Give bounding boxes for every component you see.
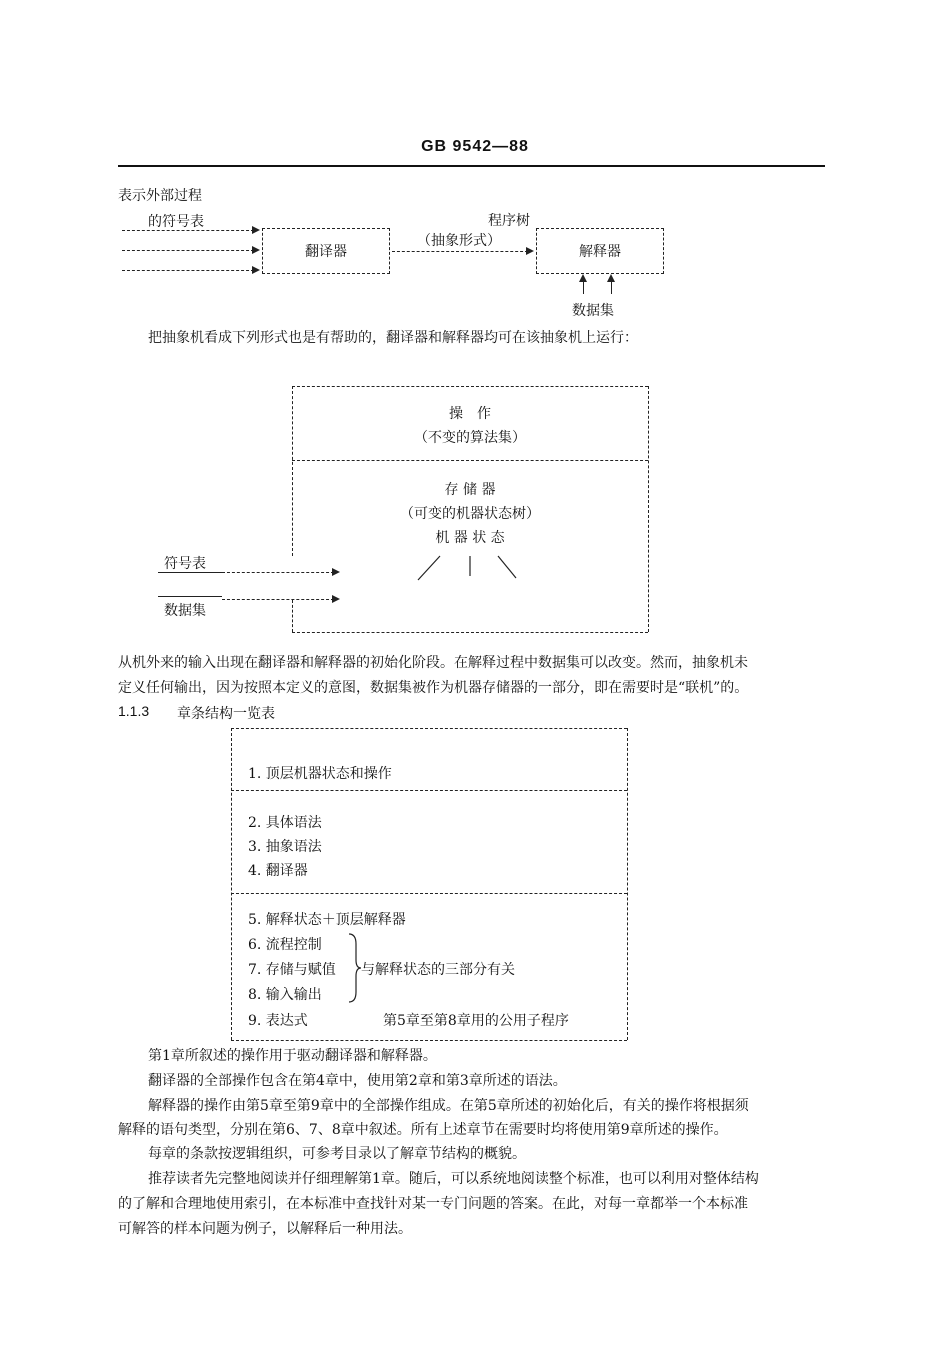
input-arrow-1 xyxy=(122,230,254,231)
chapter-1: 1. 顶层机器状态和操作 xyxy=(248,766,392,782)
translator-to-interpreter-arrow xyxy=(392,251,528,252)
chapter-9: 9. 表达式 xyxy=(248,1013,308,1029)
section-title: 章条结构一览表 xyxy=(177,706,275,722)
machine-state-label: 机 器 状 态 xyxy=(435,530,505,546)
arrowhead-icon xyxy=(332,568,340,576)
chapter-9-note: 第5章至第8章用的公用子程序 xyxy=(383,1013,569,1029)
dataset-input-label: 数据集 xyxy=(164,603,206,619)
closing-paragraph-5-cont-2: 可解答的样本问题为例子，以解释后一种用法。 xyxy=(118,1221,412,1237)
table-divider-2 xyxy=(231,893,627,894)
closing-paragraph-1: 第1章所叙述的操作用于驱动翻译器和解释器。 xyxy=(148,1048,437,1064)
interpreter-label: 解释器 xyxy=(579,244,621,260)
program-tree-label: 程序树 xyxy=(488,213,530,229)
input-arrow-2 xyxy=(122,250,254,251)
external-process-label: 表示外部过程 xyxy=(118,188,202,204)
right-brace-icon xyxy=(346,932,362,1004)
state-tree-icon xyxy=(410,552,520,584)
header-rule xyxy=(118,165,825,167)
brace-note: 与解释状态的三部分有关 xyxy=(361,962,515,978)
chapter-3: 3. 抽象语法 xyxy=(248,839,322,855)
machine-box-bottom xyxy=(292,632,648,633)
symbol-table-input-label: 符号表 xyxy=(164,556,206,572)
input-paragraph-line-1: 从机外来的输入出现在翻译器和解释器的初始化阶段。在解释过程中数据集可以改变。然而，抽象机未 xyxy=(118,655,748,671)
table-left xyxy=(231,728,232,1040)
dataset-arrow xyxy=(222,599,334,600)
arrowhead-icon xyxy=(526,247,534,255)
operations-sub-label: （不变的算法集） xyxy=(414,430,526,446)
table-top xyxy=(231,728,627,729)
up-arrow-icon xyxy=(579,274,587,282)
closing-paragraph-3: 解释器的操作由第5章至第9章中的全部操作组成。在第5章所述的初始化后，有关的操作将根据须 xyxy=(148,1098,749,1114)
storage-sub-label: （可变的机器状态树） xyxy=(400,506,540,522)
chapter-5: 5. 解释状态＋顶层解释器 xyxy=(248,912,406,928)
dataset-label: 数据集 xyxy=(572,303,614,319)
symbol-table-underline xyxy=(158,572,222,573)
symbol-table-arrow xyxy=(222,572,334,573)
operations-label: 操 作 xyxy=(449,406,491,422)
input-arrow-3 xyxy=(122,270,254,271)
table-divider-1 xyxy=(231,790,627,791)
chapter-7: 7. 存储与赋值 xyxy=(248,962,336,978)
chapter-8: 8. 输入输出 xyxy=(248,987,322,1003)
symbol-table-label: 的符号表 xyxy=(148,214,204,230)
closing-paragraph-5-cont-1: 的了解和合理地使用索引，在本标准中查找针对某一专门问题的答案。在此，对每一章都举一个本标准 xyxy=(118,1196,748,1212)
machine-box-top xyxy=(292,386,648,387)
chapter-4: 4. 翻译器 xyxy=(248,863,308,879)
arrowhead-icon xyxy=(252,266,260,274)
closing-paragraph-4: 每章的条款按逻辑组织，可参考目录以了解章节结构的概貌。 xyxy=(148,1146,526,1162)
machine-box-left-lower xyxy=(292,600,293,632)
closing-paragraph-5: 推荐读者先完整地阅读并仔细理解第1章。随后，可以系统地阅读整个标准，也可以利用对整体结构 xyxy=(148,1171,759,1187)
chapter-2: 2. 具体语法 xyxy=(248,815,322,831)
storage-label: 存 储 器 xyxy=(444,482,496,498)
table-right xyxy=(627,728,628,1040)
up-arrow-icon xyxy=(607,274,615,282)
section-number: 1.1.3 xyxy=(118,703,150,719)
arrowhead-icon xyxy=(332,595,340,603)
document-code: GB 9542—88 xyxy=(421,138,529,155)
closing-paragraph-2: 翻译器的全部操作包含在第4章中，使用第2章和第3章所述的语法。 xyxy=(148,1073,567,1089)
abstract-machine-paragraph: 把抽象机看成下列形式也是有帮助的，翻译器和解释器均可在该抽象机上运行： xyxy=(148,330,638,346)
machine-box-right xyxy=(648,386,649,632)
arrowhead-icon xyxy=(252,226,260,234)
dataset-overline xyxy=(158,596,222,597)
translator-label: 翻译器 xyxy=(305,244,347,260)
abstract-form-label: （抽象形式） xyxy=(417,233,501,249)
machine-box-divider xyxy=(292,460,648,461)
closing-paragraph-3-cont: 解释的语句类型，分别在第6、7、8章中叙述。所有上述章节在需要时均将使用第9章所述的操作。 xyxy=(118,1122,728,1138)
arrowhead-icon xyxy=(252,246,260,254)
table-bottom xyxy=(231,1040,627,1041)
input-paragraph-line-2: 定义任何输出，因为按照本定义的意图，数据集被作为机器存储器的一部分，即在需要时是“联机”的。 xyxy=(118,680,749,696)
chapter-6: 6. 流程控制 xyxy=(248,937,322,953)
